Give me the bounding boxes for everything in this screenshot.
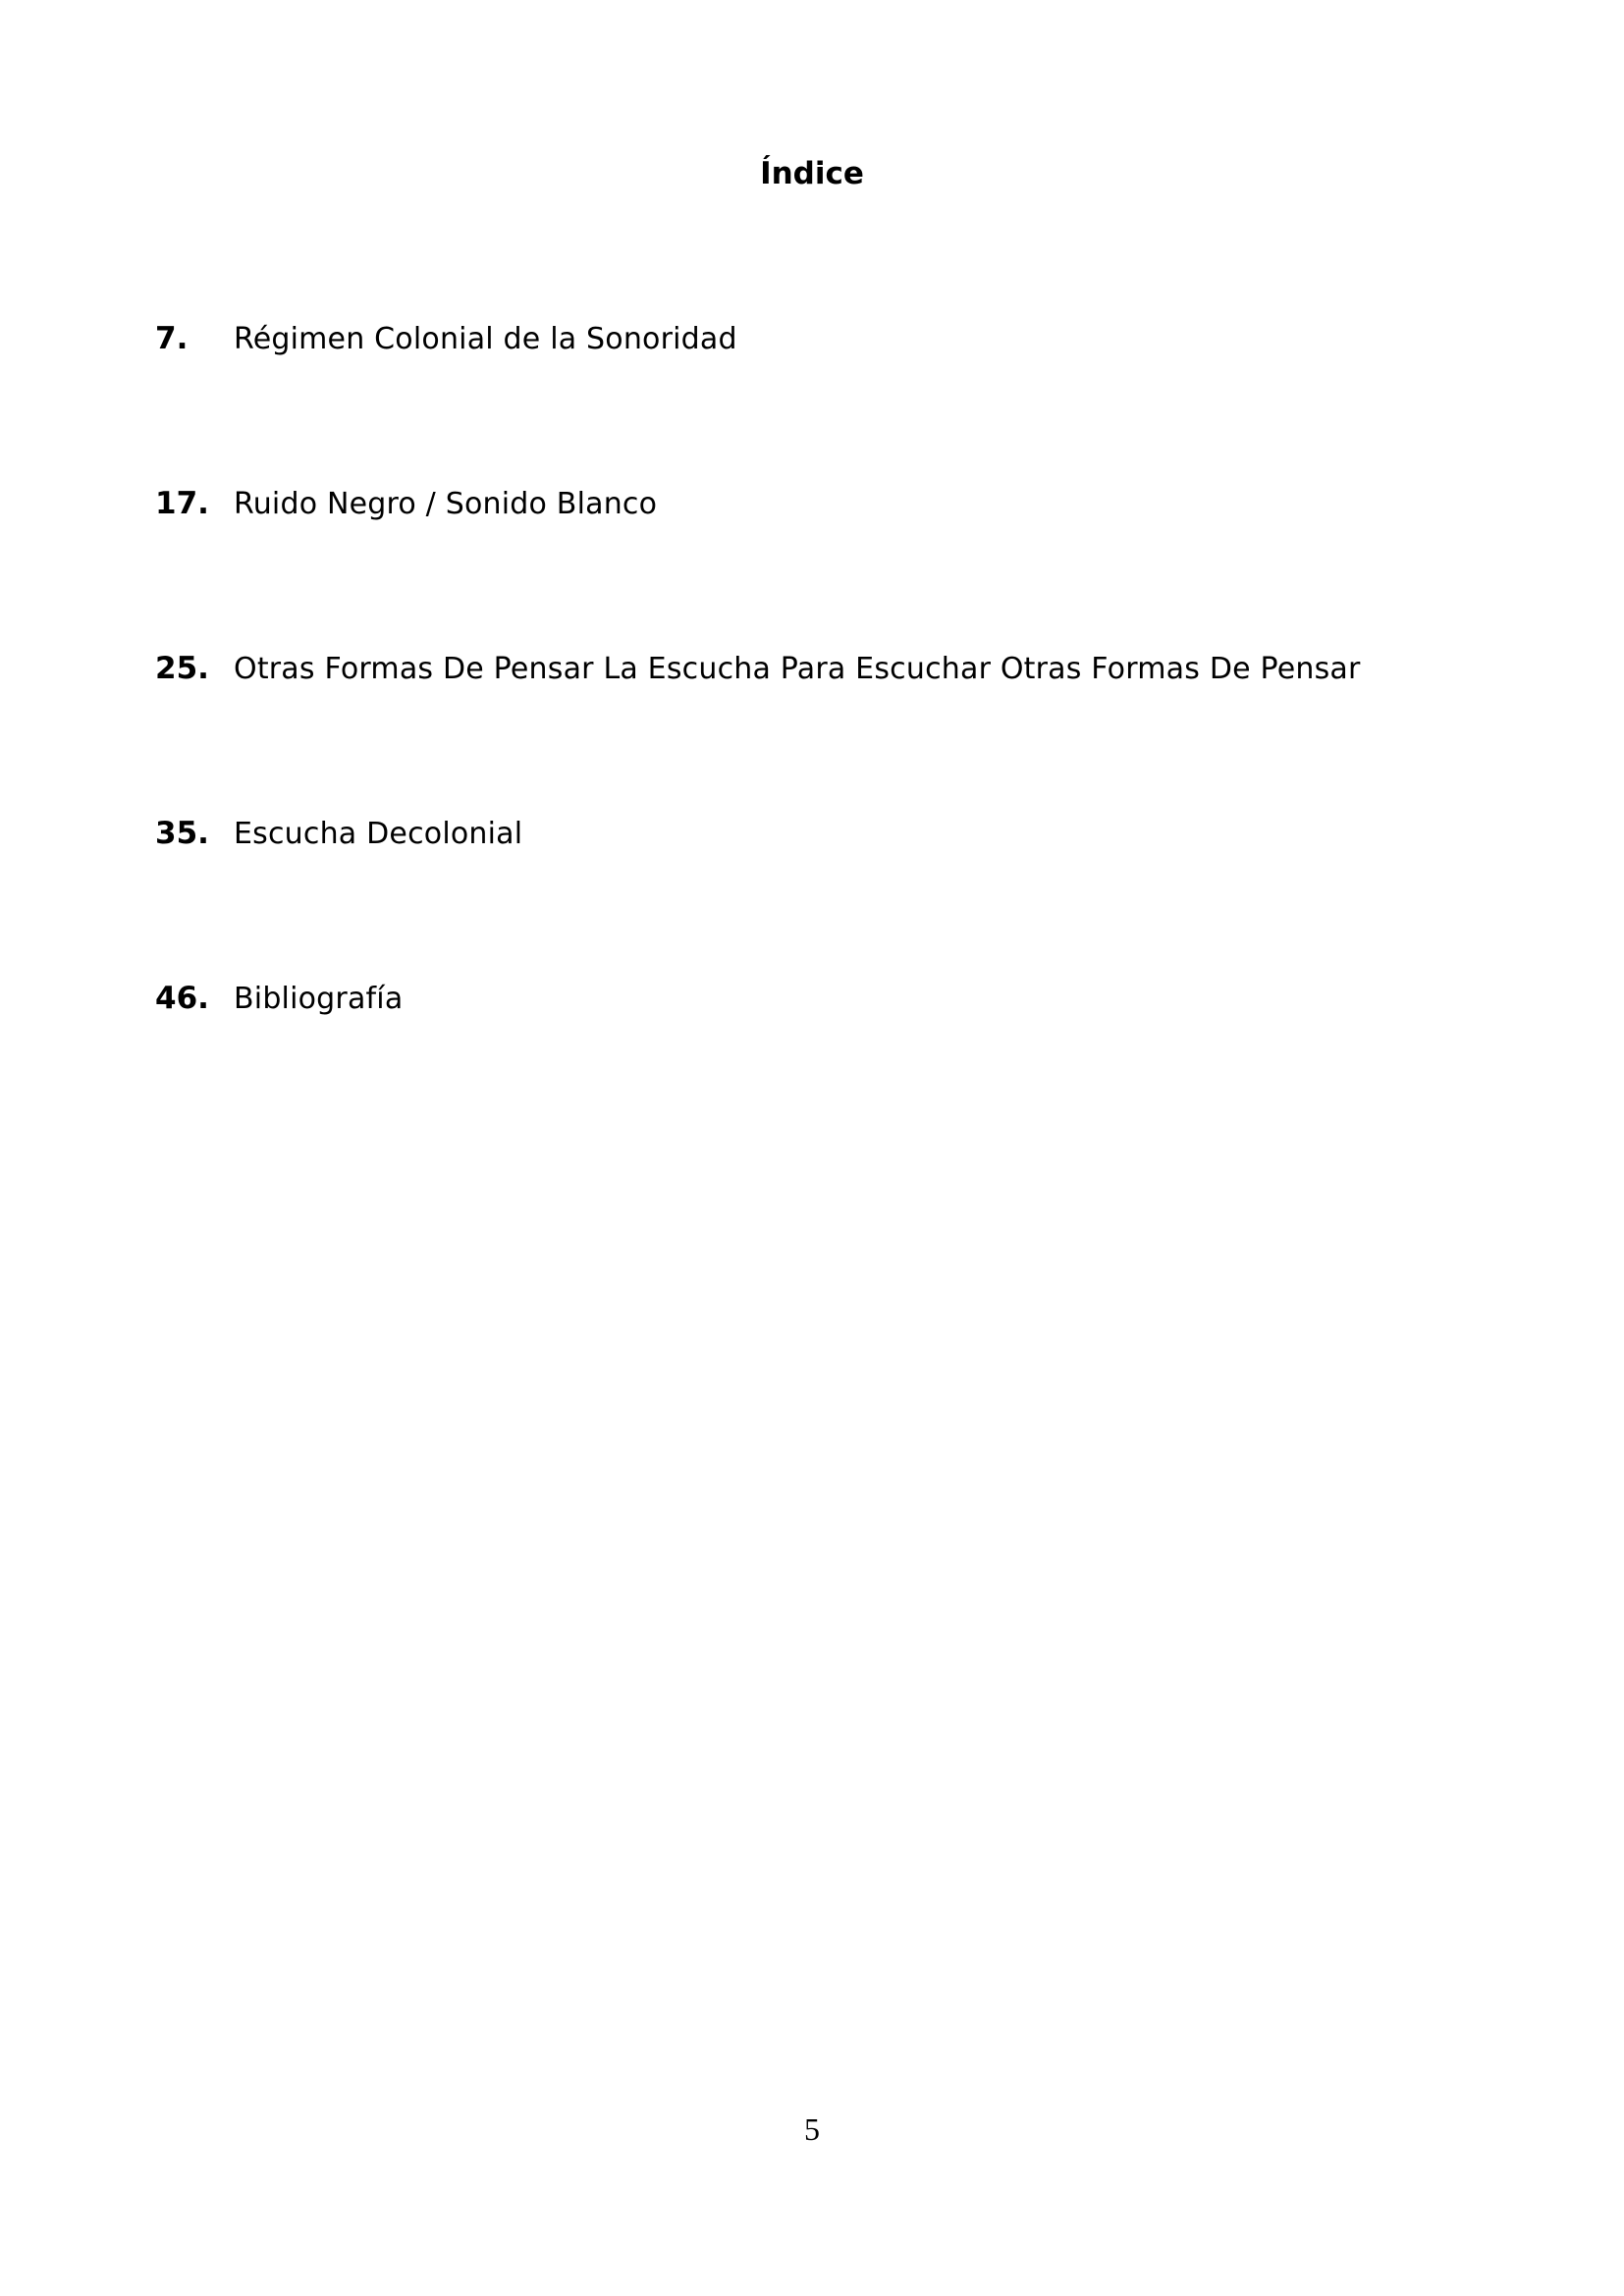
toc-entry-page: 25. [155, 651, 209, 686]
toc-entry-page: 7. [155, 321, 189, 356]
toc-entry-label: Ruido Negro / Sonido Blanco [234, 487, 658, 521]
toc-entry-label: Bibliografía [234, 982, 404, 1016]
toc-entry-label: Otras Formas De Pensar La Escucha Para Escuchar Otras Formas De Pensar [234, 652, 1361, 686]
toc-entry-label: Escucha Decolonial [234, 817, 523, 851]
toc-entry-page: 17. [155, 486, 209, 521]
toc-entry-page: 46. [155, 981, 209, 1016]
toc-entry-label: Régimen Colonial de la Sonoridad [234, 322, 737, 356]
toc-entry [155, 644, 1361, 693]
toc-entry [155, 314, 737, 363]
toc-entry [155, 479, 657, 528]
toc-entry [155, 809, 522, 858]
toc-entry [155, 974, 403, 1023]
page-number: 5 [804, 2111, 820, 2147]
toc-entry-page: 35. [155, 816, 209, 851]
page-title: Índice [760, 156, 864, 191]
